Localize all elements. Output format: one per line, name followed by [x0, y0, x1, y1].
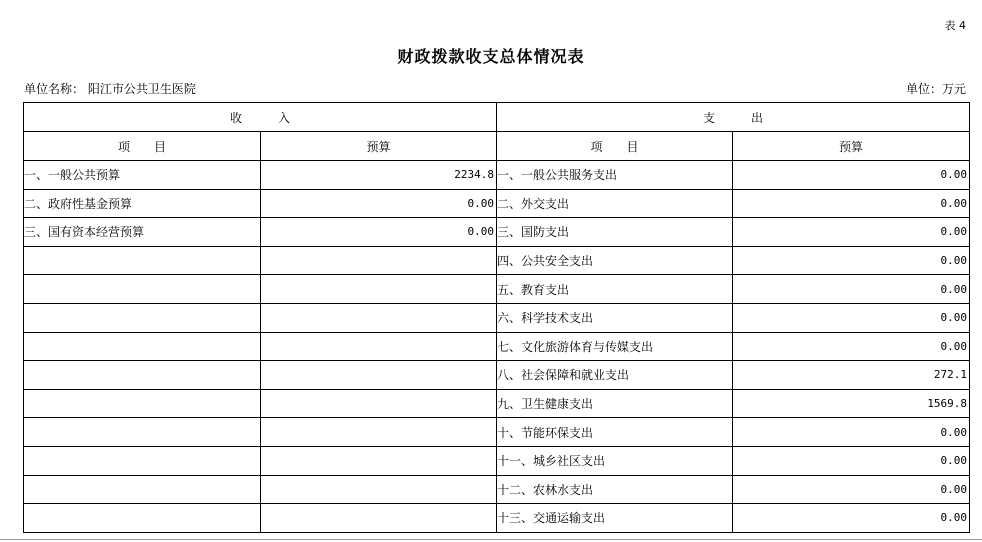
table-row: [24, 303, 970, 332]
budget-table: [23, 102, 970, 533]
expense-item-cell: 八、社会保障和就业支出: [497, 361, 733, 390]
income-budget-cell: 0.00: [261, 189, 497, 218]
table-row: [24, 161, 970, 190]
income-budget-cell: [261, 418, 497, 447]
income-item-cell: [24, 246, 261, 275]
table-row: [24, 332, 970, 361]
income-item-cell: [24, 418, 261, 447]
income-budget-cell: [261, 504, 497, 533]
expense-item-cell: 六、科学技术支出: [497, 303, 733, 332]
income-item-cell: [24, 389, 261, 418]
section-header-row: [24, 103, 970, 132]
expense-item-cell: 四、公共安全支出: [497, 246, 733, 275]
income-budget-cell: 0.00: [261, 218, 497, 247]
income-budget-cell: [261, 303, 497, 332]
table-row: [24, 361, 970, 390]
income-budget-cell: [261, 246, 497, 275]
expense-item-cell: 十三、交通运输支出: [497, 504, 733, 533]
income-budget-cell: [261, 389, 497, 418]
table-number-tag: 表 4: [944, 19, 966, 32]
currency-unit-label: 单位：万元: [905, 82, 966, 96]
expense-budget-cell: 272.1: [733, 361, 970, 390]
expense-budget-cell: 0.00: [733, 504, 970, 533]
income-budget-cell: [261, 361, 497, 390]
expense-section-header: 支 出: [497, 103, 970, 132]
income-budget-cell: [261, 475, 497, 504]
income-item-cell: 二、政府性基金预算: [24, 189, 261, 218]
expense-budget-cell: 0.00: [733, 418, 970, 447]
income-budget-cell: [261, 446, 497, 475]
income-item-cell: 三、国有资本经营预算: [24, 218, 261, 247]
expense-budget-cell: 0.00: [733, 161, 970, 190]
expense-item-cell: 五、教育支出: [497, 275, 733, 304]
income-item-cell: [24, 303, 261, 332]
table-row: [24, 218, 970, 247]
table-row: [24, 504, 970, 533]
table-row: [24, 475, 970, 504]
expense-budget-cell: 0.00: [733, 218, 970, 247]
expense-budget-cell: 0.00: [733, 446, 970, 475]
page-title: 财政拨款收支总体情况表: [397, 47, 585, 66]
income-item-cell: [24, 475, 261, 504]
income-item-cell: [24, 361, 261, 390]
expense-budget-cell: 0.00: [733, 303, 970, 332]
table-row: [24, 189, 970, 218]
expense-item-cell: 十、节能环保支出: [497, 418, 733, 447]
expense-item-cell: 三、国防支出: [497, 218, 733, 247]
table-row: [24, 418, 970, 447]
income-section-header: 收 入: [24, 103, 497, 132]
expense-item-cell: 二、外交支出: [497, 189, 733, 218]
table-row: [24, 446, 970, 475]
expense-budget-cell: 0.00: [733, 275, 970, 304]
income-budget-cell: [261, 275, 497, 304]
expense-budget-column-header: 预算: [733, 132, 970, 161]
income-item-column-header: 项 目: [24, 132, 261, 161]
income-budget-cell: [261, 332, 497, 361]
income-budget-column-header: 预算: [261, 132, 497, 161]
column-header-row: [24, 132, 970, 161]
income-budget-cell: 2234.8: [261, 161, 497, 190]
page-bottom-border: [0, 539, 982, 540]
income-item-cell: 一、一般公共预算: [24, 161, 261, 190]
expense-item-cell: 七、文化旅游体育与传媒支出: [497, 332, 733, 361]
income-item-cell: [24, 504, 261, 533]
expense-item-cell: 十二、农林水支出: [497, 475, 733, 504]
table-row: [24, 389, 970, 418]
expense-item-cell: 九、卫生健康支出: [497, 389, 733, 418]
expense-item-cell: 一、一般公共服务支出: [497, 161, 733, 190]
table-row: [24, 275, 970, 304]
expense-budget-cell: 0.00: [733, 332, 970, 361]
expense-budget-cell: 0.00: [733, 189, 970, 218]
unit-name-label: 单位名称： 阳江市公共卫生医院: [24, 82, 196, 96]
expense-item-column-header: 项 目: [497, 132, 733, 161]
income-item-cell: [24, 275, 261, 304]
expense-item-cell: 十一、城乡社区支出: [497, 446, 733, 475]
income-item-cell: [24, 332, 261, 361]
expense-budget-cell: 0.00: [733, 246, 970, 275]
expense-budget-cell: 0.00: [733, 475, 970, 504]
income-item-cell: [24, 446, 261, 475]
table-row: [24, 246, 970, 275]
expense-budget-cell: 1569.8: [733, 389, 970, 418]
